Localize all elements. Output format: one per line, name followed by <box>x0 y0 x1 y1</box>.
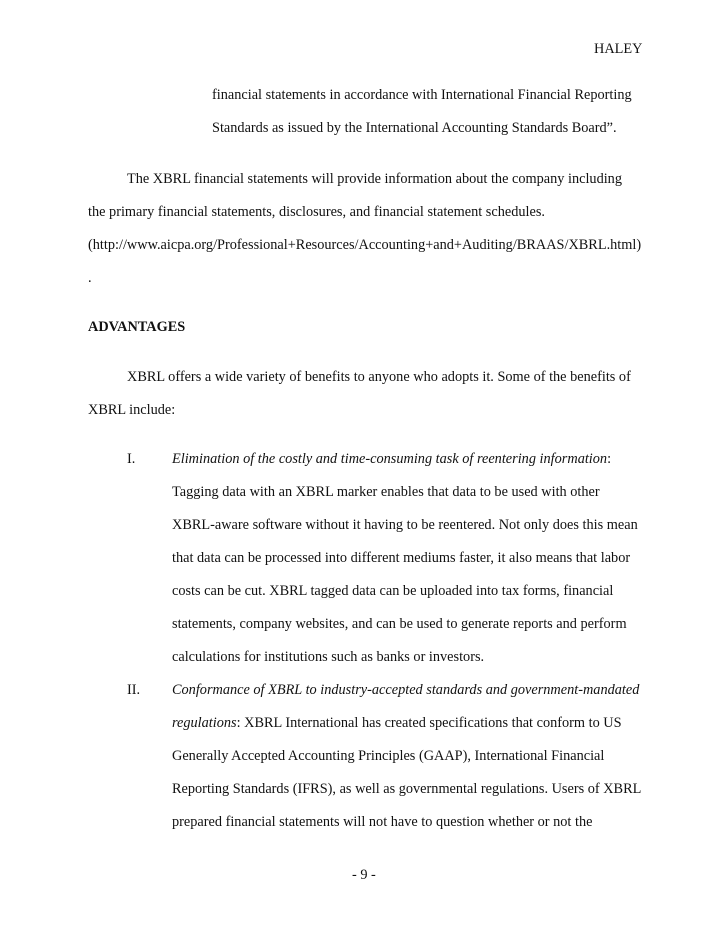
list-item-1-line-2: XBRL-aware software without it having to be reentered. Not only does this mean <box>172 517 638 533</box>
list-numeral-1: I. <box>127 451 136 467</box>
page-number: - 9 - <box>352 867 376 883</box>
advantages-intro-line-2: XBRL include: <box>88 402 176 418</box>
section-heading: ADVANTAGES <box>88 319 186 335</box>
list-item-1-line-3: that data can be processed into different mediums faster, it also means that labor <box>172 550 631 566</box>
intro-line-1: The XBRL financial statements will provide information about the company including <box>127 171 622 187</box>
intro-url: (http://www.aicpa.org/Professional+Resources/Accounting+and+Auditing/BRAAS/XBRL.html) <box>88 237 642 253</box>
quote-line-2: Standards as issued by the International Accounting Standards Board”. <box>212 120 617 136</box>
list-item-2-title: Conformance of XBRL to industry-accepted standards and government-mandated <box>172 682 640 698</box>
running-head: HALEY <box>594 41 643 57</box>
list-item-1-line-1: Tagging data with an XBRL marker enables that data to be used with other <box>172 484 600 500</box>
list-item-1-line-6: calculations for institutions such as banks or investors. <box>172 649 485 665</box>
list-item-2-line-2: Reporting Standards (IFRS), as well as governmental regulations. Users of XBRL <box>172 781 642 797</box>
list-numeral-2: II. <box>127 682 141 698</box>
list-item-1-line-5: statements, company websites, and can be used to generate reports and perform <box>172 616 627 632</box>
list-item-2-line-1: Generally Accepted Accounting Principles (GAAP), International Financial <box>172 748 605 764</box>
list-item-1-title: Elimination of the costly and time-consuming task of reentering information: <box>172 451 612 467</box>
list-item-2-line-3: prepared financial statements will not have to question whether or not the <box>172 814 593 830</box>
intro-line-2: the primary financial statements, disclosures, and financial statement schedules. <box>88 204 545 220</box>
quote-line-1: financial statements in accordance with International Financial Reporting <box>212 87 632 103</box>
list-item-2-title-cont: regulations: XBRL International has created specifications that conform to US <box>172 715 622 731</box>
advantages-intro-line-1: XBRL offers a wide variety of benefits to anyone who adopts it. Some of the benefits of <box>127 369 631 385</box>
intro-period: . <box>88 270 92 286</box>
list-item-1-line-4: costs can be cut. XBRL tagged data can be uploaded into tax forms, financial <box>172 583 614 599</box>
